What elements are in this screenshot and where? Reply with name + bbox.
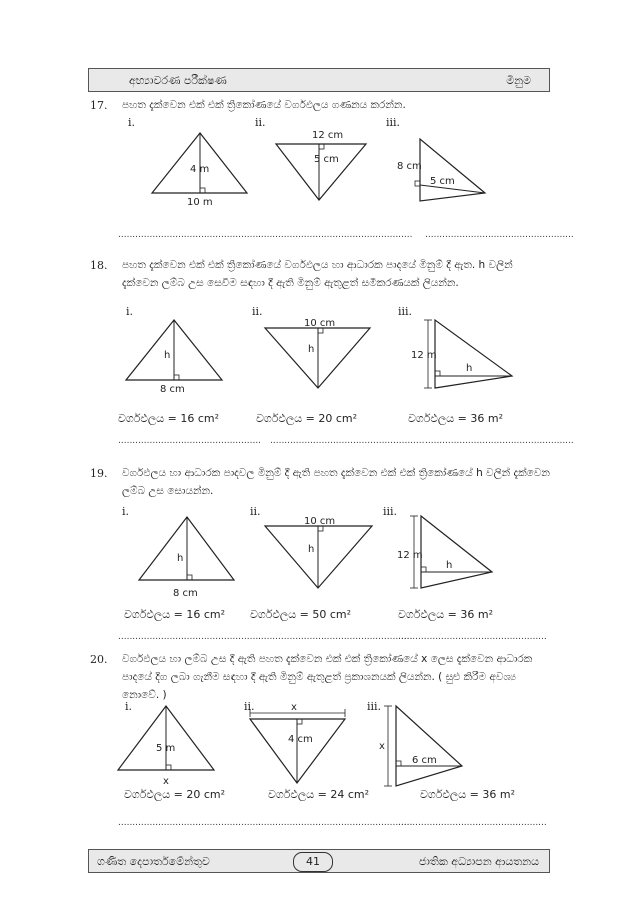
area-label: වර්ගඵලය = 50 cm² xyxy=(250,608,352,621)
sub-label: i. xyxy=(125,700,133,713)
height-label: 5 m xyxy=(156,743,176,754)
base-label: 8 cm xyxy=(173,588,198,599)
area-label: වර්ගඵලය = 36 m² xyxy=(420,788,515,801)
answer-line[interactable]: .................................................. xyxy=(118,230,262,240)
footer-left: ගණිත දෙපාර්තමේන්තුව xyxy=(97,855,210,868)
area-label: වර්ගඵලය = 20 cm² xyxy=(256,412,358,425)
sub-label: i. xyxy=(128,116,136,129)
height-label: h xyxy=(164,350,171,361)
height-label: 4 m xyxy=(190,164,210,175)
top-label: 12 cm xyxy=(312,130,344,141)
sub-label: iii. xyxy=(398,305,413,318)
question-number: 17. xyxy=(90,99,108,112)
header-right: මිනුම xyxy=(506,74,531,87)
question-text: වර්ගඵලය හා ලම්බ උස දී ඇති පහත දැක්වෙන එක් එක් ත්‍රිකෝණයේ x ලෙස දැක්වෙන ආධාරක පාදයේ දිග ලබා ගැනීම සඳහා දී ඇති මිනුම් ඇතුළත් ප්‍රකාශනයක් ලියන්න. ( සුළු කිරීම අවශ්‍ය නොවේ. ) xyxy=(122,653,533,701)
area-label: වර්ගඵලය = 16 cm² xyxy=(124,608,226,621)
base-label: x xyxy=(163,776,169,787)
base-label: 6 cm xyxy=(412,755,437,766)
answer-line[interactable]: .................................................... xyxy=(425,436,574,446)
question-text: පහත දැක්වෙන එක් එක් ත්‍රිකෝණයේ වර්ගඵලය ගණනය කරන්න. xyxy=(122,99,406,111)
question-number: 19. xyxy=(90,467,108,480)
question-number: 20. xyxy=(90,653,108,666)
area-label: වර්ගඵලය = 36 m² xyxy=(398,608,493,621)
answer-line[interactable]: ...................................................... xyxy=(258,818,413,828)
answer-line[interactable]: ...................................................... xyxy=(270,436,425,446)
height-label: h xyxy=(308,544,315,555)
sub-label: ii. xyxy=(250,505,261,518)
sub-label: ii. xyxy=(244,700,255,713)
height-label: h xyxy=(308,344,315,355)
sub-label: iii. xyxy=(386,116,401,129)
side-label: 12 m xyxy=(397,550,423,561)
sub-label: i. xyxy=(126,305,134,318)
answer-line[interactable]: .................................................. xyxy=(118,436,262,446)
answer-line[interactable]: ...................................................... xyxy=(258,230,413,240)
answer-line[interactable]: ...................................................... xyxy=(258,632,413,642)
base-label: h xyxy=(446,560,453,571)
side-label: 12 m xyxy=(411,350,437,361)
answer-line[interactable]: .................................................. xyxy=(118,818,262,828)
footer-right: ජාතික අධ්‍යාපන ආයතනය xyxy=(418,855,539,868)
answer-line[interactable]: .................................................. xyxy=(118,632,262,642)
top-label: 10 cm xyxy=(304,318,336,329)
top-label: 10 cm xyxy=(304,516,336,527)
side-label: x xyxy=(379,741,385,752)
height-label: h xyxy=(177,553,184,564)
area-label: වර්ගඵලය = 24 cm² xyxy=(268,788,370,801)
sub-label: i. xyxy=(122,505,130,518)
base-label: 10 m xyxy=(187,197,213,208)
page-number: 41 xyxy=(293,852,333,872)
height-label: 4 cm xyxy=(288,734,313,745)
base-label: h xyxy=(466,363,473,374)
base-label: 5 cm xyxy=(430,176,455,187)
sub-label: iii. xyxy=(383,505,398,518)
top-label: x xyxy=(291,702,297,713)
answer-line[interactable]: .................................................... xyxy=(398,632,547,642)
question-number: 18. xyxy=(90,259,108,272)
answer-line[interactable]: .................................................... xyxy=(425,230,574,240)
answer-line[interactable]: .................................................... xyxy=(398,818,547,828)
area-label: වර්ගඵලය = 36 m² xyxy=(408,412,503,425)
side-label: 8 cm xyxy=(397,161,422,172)
area-label: වර්ගඵලය = 20 cm² xyxy=(124,788,226,801)
question-text: පහත දැක්වෙන එක් එක් ත්‍රිකෝණයේ වර්ගඵලය හා ආධාරක පාදයේ මිනුම් දී ඇත. h වලින් දැක්වෙන ලම්බ උස සෙවීම සඳහා දී ඇති මිනුම් ඇතුළත් සමීකරණයක් ලියන්න. xyxy=(122,259,513,289)
sub-label: ii. xyxy=(255,116,266,129)
question-text: වර්ගඵලය හා ආධාරක පාදවල මිනුම් දී ඇති පහත දැක්වෙන එක් එක් ත්‍රිකෝණයේ h වලින් දැක්වෙන ලම්බ උස සොයන්න. xyxy=(122,467,550,497)
height-label: 5 cm xyxy=(314,154,339,165)
base-label: 8 cm xyxy=(160,384,185,395)
area-label: වර්ගඵලය = 16 cm² xyxy=(118,412,220,425)
sub-label: ii. xyxy=(252,305,263,318)
header-left: අභ්‍යාවරණ පරීක්ෂණ xyxy=(129,74,227,87)
sub-label: iii. xyxy=(367,700,382,713)
